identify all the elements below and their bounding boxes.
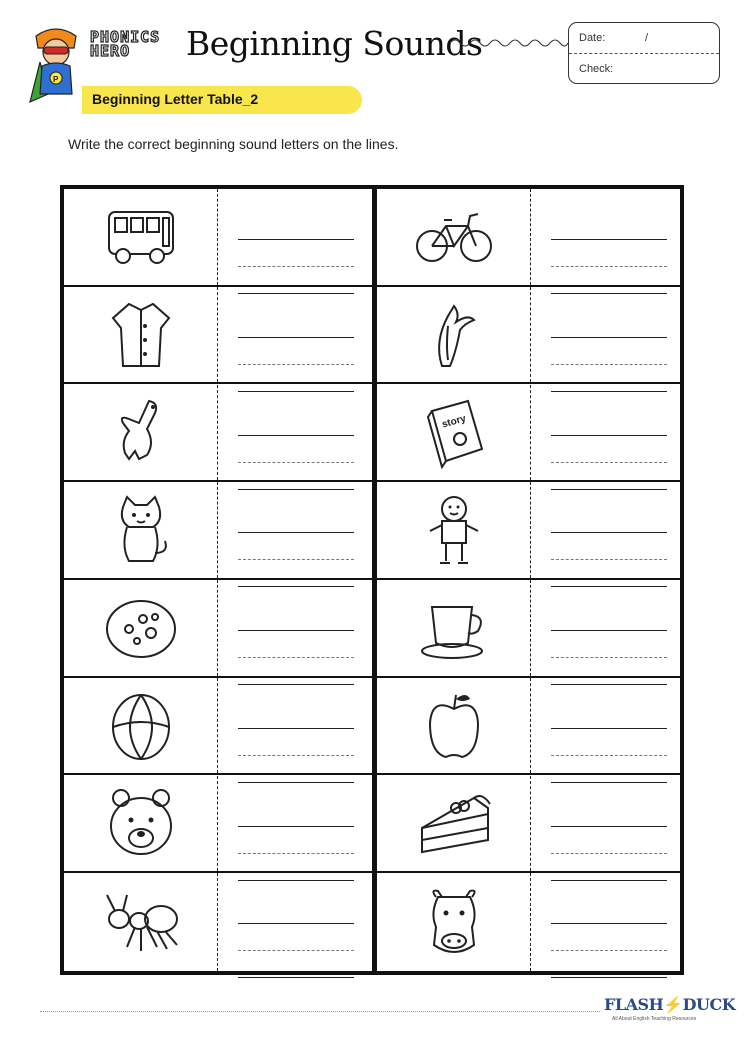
picture-cell [64, 873, 218, 971]
right-row-6 [377, 678, 680, 776]
lightning-bolt-icon: ⚡ [663, 995, 683, 1014]
book-icon [412, 393, 496, 471]
writing-line-top[interactable] [238, 311, 354, 338]
writing-lines[interactable] [551, 897, 667, 978]
bus-icon [99, 198, 183, 276]
ball-icon [99, 687, 183, 765]
right-row-5 [377, 580, 680, 678]
writing-lines[interactable] [238, 506, 354, 587]
writing-line-top[interactable] [551, 506, 667, 533]
picture-cell [64, 776, 218, 872]
writing-line-mid[interactable] [238, 240, 354, 267]
subtitle: Beginning Letter Table_2 [92, 91, 259, 107]
writing-line-mid[interactable] [238, 631, 354, 658]
writing-line-top[interactable] [551, 311, 667, 338]
brand-tagline: All About English Teaching Resources [612, 1016, 697, 1022]
writing-line-top[interactable] [238, 409, 354, 436]
left-row-4 [64, 482, 372, 580]
writing-line-top[interactable] [238, 213, 354, 240]
instructions: Write the correct beginning sound letters on the lines. [68, 136, 399, 152]
footer-divider [40, 1011, 600, 1012]
writing-line-top[interactable] [238, 604, 354, 631]
right-column [377, 189, 680, 971]
picture-cell [64, 678, 218, 774]
cow-icon [412, 883, 496, 961]
date-slash: / [645, 32, 649, 44]
writing-lines[interactable] [238, 311, 354, 392]
writing-line-top[interactable] [551, 800, 667, 827]
logo-line-1: PHONICS [90, 28, 161, 46]
writing-line-mid[interactable] [551, 240, 667, 267]
writing-line-mid[interactable] [238, 827, 354, 854]
cup-icon [412, 589, 496, 667]
date-divider [569, 53, 719, 54]
right-row-4 [377, 482, 680, 580]
writing-line-top[interactable] [238, 800, 354, 827]
writing-lines[interactable] [551, 604, 667, 685]
left-row-2 [64, 287, 372, 385]
writing-line-mid[interactable] [238, 729, 354, 756]
writing-lines[interactable] [238, 604, 354, 685]
left-row-8 [64, 873, 372, 971]
dinosaur-icon [99, 393, 183, 471]
right-row-7 [377, 776, 680, 874]
writing-line-top[interactable] [551, 604, 667, 631]
date-label: Date: [579, 32, 606, 44]
writing-line-mid[interactable] [238, 338, 354, 365]
bear-icon [99, 784, 183, 862]
writing-lines[interactable] [238, 213, 354, 294]
writing-line-mid[interactable] [551, 729, 667, 756]
writing-lines[interactable] [551, 409, 667, 490]
right-row-2 [377, 287, 680, 385]
picture-cell [377, 580, 531, 676]
writing-line-mid[interactable] [551, 436, 667, 463]
boy-icon [412, 491, 496, 569]
writing-line-top[interactable] [238, 506, 354, 533]
flashduck-logo [604, 995, 735, 1014]
writing-lines[interactable] [238, 897, 354, 978]
writing-line-base[interactable] [551, 951, 667, 978]
writing-line-top[interactable] [551, 702, 667, 729]
picture-cell [64, 287, 218, 383]
writing-line-top[interactable] [551, 213, 667, 240]
left-row-6 [64, 678, 372, 776]
picture-cell [377, 873, 531, 971]
superhero-mascot-icon [26, 22, 86, 112]
writing-line-mid[interactable] [551, 827, 667, 854]
cake-icon [412, 784, 496, 862]
check-label: Check: [579, 63, 614, 75]
picture-cell [377, 678, 531, 774]
writing-line-mid[interactable] [238, 924, 354, 951]
right-row-1 [377, 189, 680, 287]
svg-text:story: story [440, 413, 467, 431]
writing-line-mid[interactable] [551, 631, 667, 658]
picture-cell [64, 189, 218, 285]
coat-icon [99, 296, 183, 374]
ant-icon [99, 883, 183, 961]
writing-lines[interactable] [238, 409, 354, 490]
date-check-box [568, 22, 720, 84]
writing-line-mid[interactable] [551, 338, 667, 365]
writing-line-top[interactable] [551, 897, 667, 924]
squiggle-decoration [450, 36, 568, 50]
picture-cell [377, 189, 531, 285]
picture-cell [377, 776, 531, 872]
picture-cell [64, 385, 218, 481]
brand-part-2: DUCK [682, 995, 736, 1014]
right-row-3 [377, 385, 680, 483]
writing-lines[interactable] [551, 213, 667, 294]
writing-line-mid[interactable] [551, 533, 667, 560]
writing-lines[interactable] [551, 311, 667, 392]
svg-text:P: P [53, 75, 59, 84]
writing-lines[interactable] [238, 702, 354, 783]
writing-lines[interactable] [551, 506, 667, 587]
writing-line-mid[interactable] [551, 924, 667, 951]
writing-lines[interactable] [551, 800, 667, 881]
writing-line-base[interactable] [238, 951, 354, 978]
picture-cell [377, 385, 531, 481]
cat-icon [99, 491, 183, 569]
left-column [64, 189, 372, 971]
writing-line-mid[interactable] [238, 436, 354, 463]
apple-icon [412, 687, 496, 765]
phonics-hero-logo [90, 30, 160, 58]
bicycle-icon [412, 198, 496, 276]
writing-line-mid[interactable] [238, 533, 354, 560]
brand-part-1: FLASH [604, 995, 664, 1014]
left-row-7 [64, 776, 372, 874]
writing-lines[interactable] [238, 800, 354, 881]
center-divider [372, 189, 377, 971]
right-row-8 [377, 873, 680, 971]
writing-line-top[interactable] [238, 702, 354, 729]
worksheet-table [60, 185, 684, 975]
left-row-1 [64, 189, 372, 287]
picture-cell [377, 287, 531, 383]
cookie-icon [99, 589, 183, 667]
picture-cell [377, 482, 531, 578]
left-row-5 [64, 580, 372, 678]
logo-line-2: HERO [90, 42, 131, 60]
page-title: Beginning Sounds [186, 24, 483, 63]
writing-line-top[interactable] [238, 897, 354, 924]
picture-cell [64, 580, 218, 676]
picture-cell [64, 482, 218, 578]
writing-lines[interactable] [551, 702, 667, 783]
left-row-3 [64, 385, 372, 483]
writing-line-top[interactable] [551, 409, 667, 436]
banana-icon [412, 296, 496, 374]
